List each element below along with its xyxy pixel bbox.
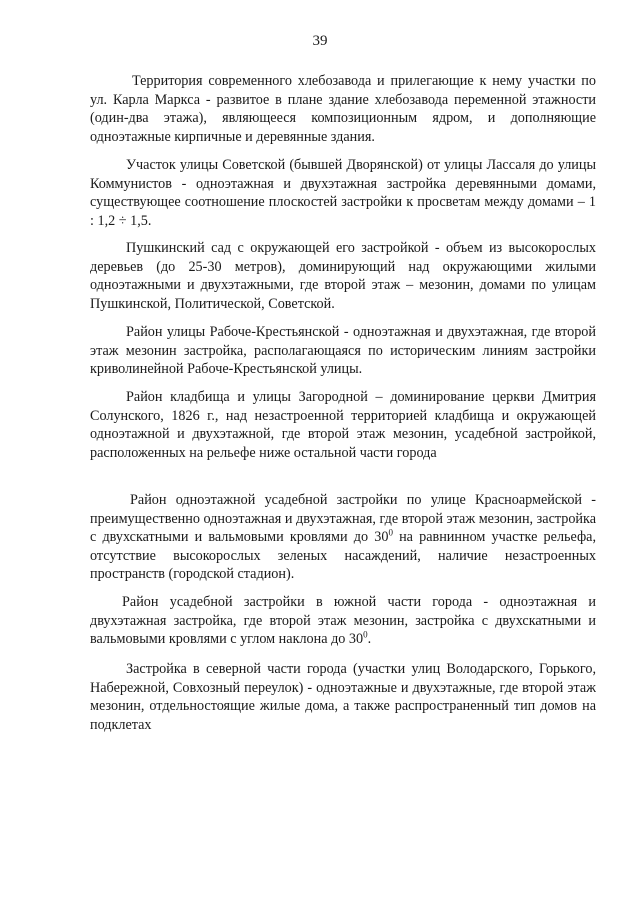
degree-superscript: 0 — [363, 629, 368, 640]
paragraph-bread-factory — [90, 72, 596, 146]
paragraph-text: Пушкинский сад с окружающей его застройкой - объем из высокорослых деревьев (до 25-30 метров), доминирующий над окружающими жилыми одноэтажными и двухэтажными, где второй этаж – мезонин, домами по улицам Пушкинской, Политической, Советской. — [90, 240, 596, 312]
paragraph-sovetskaya-street — [90, 156, 596, 230]
paragraph-text: Район кладбища и улицы Загородной – доминирование церкви Дмитрия Солунского, 1826 г., над незастроенной территорией кладбища и окружающей одноэтажной и двухэтажной, где второй этаж мезонин, усадебной застройкой, расположенных на рельефе ниже остальной части города — [90, 389, 596, 461]
paragraph-southern-district — [90, 593, 596, 649]
paragraph-text: . — [367, 631, 372, 648]
paragraph-northern-district — [90, 660, 596, 734]
paragraph-text: на равнинном участке рельефа, отсутствие высокорослых зеленых насаждений, наличие незастроенных пространств (городской стадион). — [90, 529, 596, 583]
paragraph-krasnoarmeyskaya — [90, 491, 596, 584]
page-number: 39 — [312, 33, 328, 49]
degree-superscript: 0 — [388, 527, 393, 538]
paragraph-text: Застройка в северной части города (участки улиц Володарского, Горького, Набережной, Совхозный переулок) - одноэтажные и двухэтажные, где второй этаж мезонин, отдельностоящие жилые дома, а также распространенный тип домов на подклетах — [90, 661, 596, 733]
paragraph-pushkin-garden — [90, 239, 596, 313]
paragraph-text: Участок улицы Советской (бывшей Дворянской) от улицы Лассаля до улицы Коммунистов - одноэтажная и двухэтажная застройка деревянными домами, существующее соотношение плоскостей застройки к просветам между домами – 1 : 1,2 ÷ 1,5. — [90, 157, 596, 229]
paragraph-raboche-krestyanskaya — [90, 323, 596, 379]
paragraph-cemetery-district — [90, 388, 596, 462]
paragraph-text: Район усадебной застройки в южной части города - одноэтажная и двухэтажная застройка, где второй этаж мезонин, застройка с двухскатными и вальмовыми кровлями с углом наклона до 30 — [90, 594, 596, 648]
paragraph-text: Район улицы Рабоче-Крестьянской - одноэтажная и двухэтажная, где второй этаж мезонин застройка, располагающаяся по историческим линиям застройки криволинейной Рабоче-Крестьянской улицы. — [90, 324, 596, 378]
paragraph-text: Район одноэтажной усадебной застройки по улице Красноармейской - преимущественно одноэтажная и двухэтажная, где второй этаж мезонин, застройка с двухскатными и вальмовыми кровлями до 30 — [90, 492, 596, 546]
paragraph-text: Территория современного хлебозавода и прилегающие к нему участки по ул. Карла Маркса - развитое в плане здание хлебозавода переменной этажности (один-два этажа), являющееся композиционным ядром, и дополняющие одноэтажные кирпичные и деревянные здания. — [90, 73, 596, 145]
